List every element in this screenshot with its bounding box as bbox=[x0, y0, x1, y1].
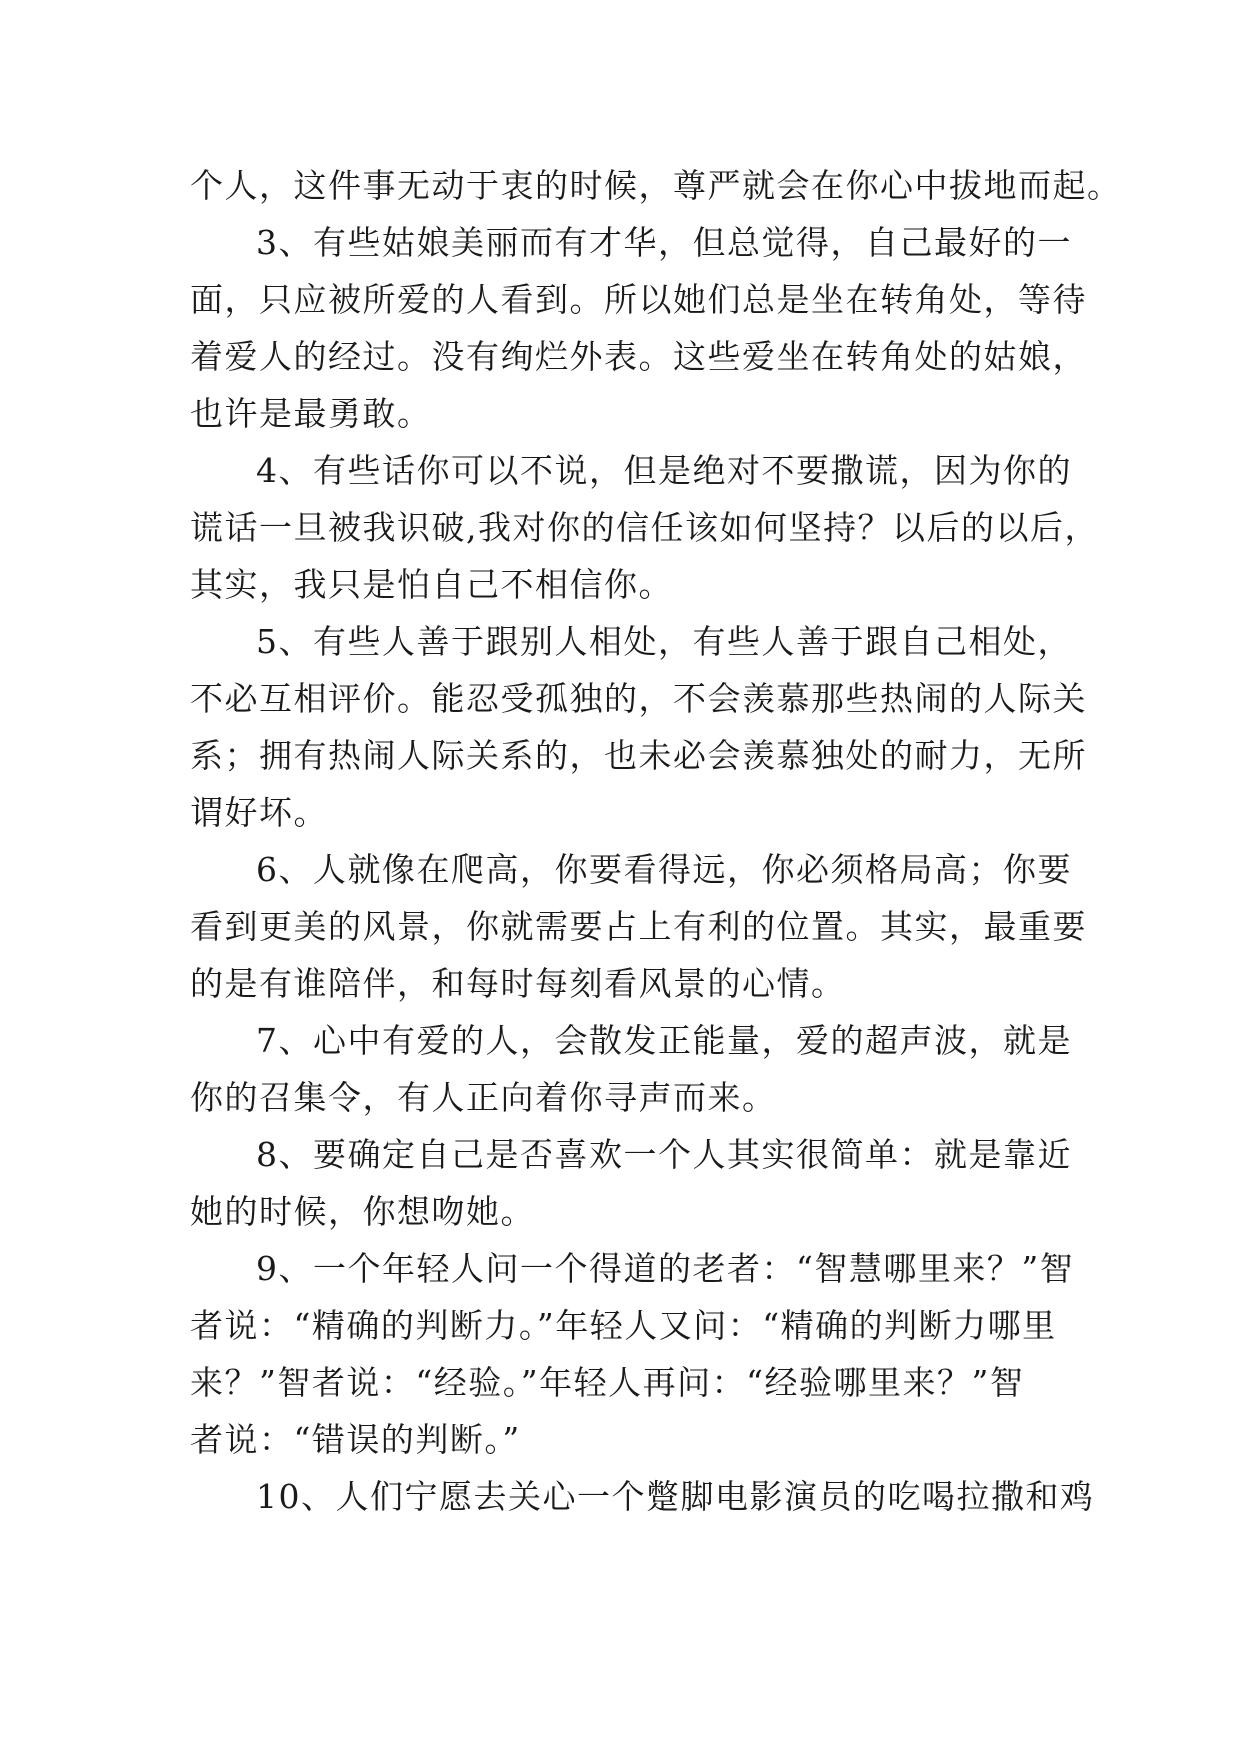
text-line: 谎话一旦被我识破,我对你的信任该如何坚持？以后的以后， bbox=[190, 508, 1099, 547]
text-line: 3、有些姑娘美丽而有才华，但总觉得，自己最好的一 bbox=[256, 223, 1072, 262]
text-line: 也许是最勇敢。 bbox=[190, 394, 432, 433]
text-line: 其实，我只是怕自己不相信你。 bbox=[190, 565, 673, 604]
text-line: 8、要确定自己是否喜欢一个人其实很简单：就是靠近 bbox=[256, 1135, 1072, 1174]
text-line: 不必互相评价。能忍受孤独的，不会羡慕那些热闹的人际关 bbox=[190, 679, 1087, 718]
text-line: 者说：“错误的判断。” bbox=[190, 1420, 521, 1459]
text-line: 者说：“精确的判断力。”年轻人又问：“精确的判断力哪里 bbox=[190, 1306, 1057, 1345]
text-line: 6、人就像在爬高，你要看得远，你必须格局高；你要 bbox=[256, 850, 1072, 889]
text-line: 10、人们宁愿去关心一个蹩脚电影演员的吃喝拉撒和鸡 bbox=[256, 1477, 1095, 1516]
text-line: 5、有些人善于跟别人相处，有些人善于跟自己相处， bbox=[256, 622, 1072, 661]
text-line: 看到更美的风景，你就需要占上有利的位置。其实，最重要 bbox=[190, 907, 1087, 946]
text-line: 系；拥有热闹人际关系的，也未必会羡慕独处的耐力，无所 bbox=[190, 736, 1087, 775]
text-line: 来？”智者说：“经验。”年轻人再问：“经验哪里来？”智 bbox=[190, 1363, 1025, 1402]
text-line: 9、一个年轻人问一个得道的老者：“智慧哪里来？”智 bbox=[256, 1249, 1075, 1288]
text-line: 你的召集令，有人正向着你寻声而来。 bbox=[190, 1078, 777, 1117]
text-line: 的是有谁陪伴，和每时每刻看风景的心情。 bbox=[190, 964, 846, 1003]
text-line: 个人，这件事无动于衷的时候，尊严就会在你心中拔地而起。 bbox=[190, 166, 1122, 205]
text-line: 谓好坏。 bbox=[190, 793, 328, 832]
text-line: 7、心中有爱的人，会散发正能量，爱的超声波，就是 bbox=[256, 1021, 1072, 1060]
text-line: 着爱人的经过。没有绚烂外表。这些爱坐在转角处的姑娘， bbox=[190, 337, 1087, 376]
text-line: 4、有些话你可以不说，但是绝对不要撒谎，因为你的 bbox=[256, 451, 1072, 490]
text-line: 面，只应被所爱的人看到。所以她们总是坐在转角处，等待 bbox=[190, 280, 1087, 319]
text-line: 她的时候，你想吻她。 bbox=[190, 1192, 535, 1231]
